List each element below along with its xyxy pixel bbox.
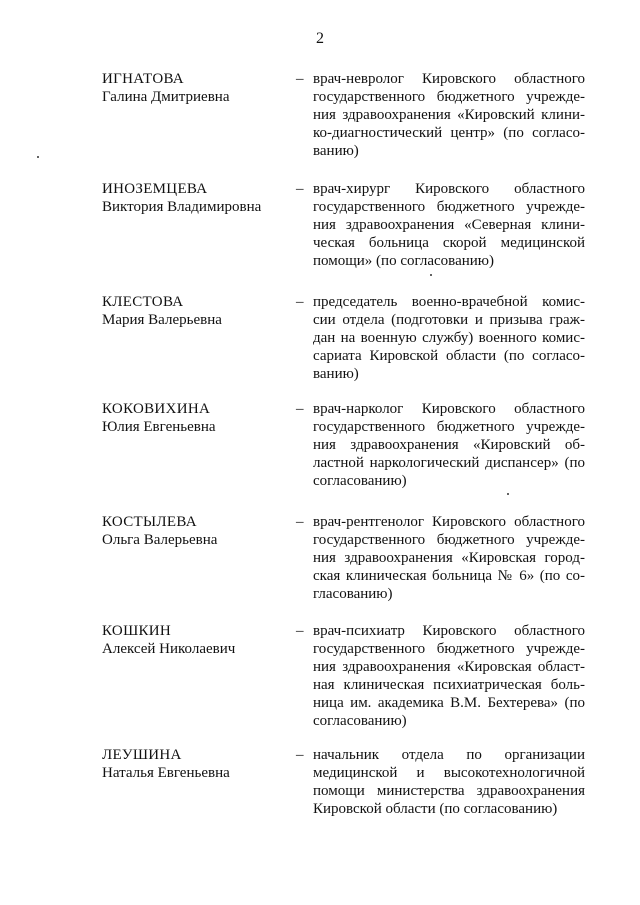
role-line: председатель военно-врачебной комис- <box>313 294 585 310</box>
separator-dash: – <box>296 623 304 639</box>
member-given-names: Галина Дмитриевна <box>102 89 230 105</box>
role-line: помощи» (по согласованию) <box>313 253 494 269</box>
member-given-names: Виктория Владимировна <box>102 199 262 215</box>
member-role <box>313 513 585 603</box>
role-line: государственного бюджетного учрежде- <box>313 419 585 435</box>
role-line: государственного бюджетного учрежде- <box>313 199 585 215</box>
role-line: сариата Кировской области (по согласо- <box>313 348 585 364</box>
role-line: ванию) <box>313 366 359 382</box>
member-name-block <box>102 180 261 216</box>
member-role <box>313 622 585 730</box>
member-role <box>313 70 585 160</box>
role-line: врач-хирург Кировского областного <box>313 181 585 197</box>
member-role <box>313 180 585 270</box>
role-line: ния здравоохранения «Кировская област- <box>313 659 585 675</box>
separator-dash: – <box>296 747 304 763</box>
separator-dash: – <box>296 401 304 417</box>
role-line: врач-нарколог Кировского областного <box>313 401 585 417</box>
role-line: согласованию) <box>313 713 407 729</box>
role-line: ческая больница скорой медицинской <box>313 235 585 251</box>
role-line: врач-психиатр Кировского областного <box>313 623 585 639</box>
role-line: ница им. академика В.М. Бехтерева» (по <box>313 695 585 711</box>
member-name-block <box>102 70 229 106</box>
page-number: 2 <box>316 30 324 47</box>
member-surname: ИГНАТОВА <box>102 71 184 87</box>
scan-speck <box>507 493 509 495</box>
member-given-names: Наталья Евгеньевна <box>102 765 230 781</box>
role-line: помощи министерства здравоохранения <box>313 783 585 799</box>
member-surname: КОШКИН <box>102 623 172 639</box>
member-role <box>313 400 585 490</box>
role-line: сии отдела (подготовки и призыва граж- <box>313 312 585 328</box>
separator-dash: – <box>296 181 304 197</box>
separator-dash: – <box>296 71 304 87</box>
role-line: дан на военную службу) военного комис- <box>313 330 585 346</box>
role-line: врач-невролог Кировского областного <box>313 71 585 87</box>
member-given-names: Ольга Валерьевна <box>102 532 218 548</box>
member-given-names: Мария Валерьевна <box>102 312 222 328</box>
role-line: медицинской и высокотехнологичной <box>313 765 585 781</box>
role-line: врач-рентгенолог Кировского областного <box>313 514 585 530</box>
role-line: ко-диагностический центр» (по согласо- <box>313 125 585 141</box>
member-surname: КОКОВИХИНА <box>102 401 211 417</box>
role-line: ния здравоохранения «Северная клини- <box>313 217 585 233</box>
role-line: начальник отдела по организации <box>313 747 585 763</box>
member-surname: КОСТЫЛЕВА <box>102 514 197 530</box>
member-name-block <box>102 293 222 329</box>
separator-dash: – <box>296 294 304 310</box>
role-line: государственного бюджетного учрежде- <box>313 641 585 657</box>
member-name-block <box>102 746 230 782</box>
member-role <box>313 293 585 383</box>
member-surname: ИНОЗЕМЦЕВА <box>102 181 208 197</box>
member-name-block <box>102 622 235 658</box>
member-given-names: Юлия Евгеньевна <box>102 419 216 435</box>
role-line: государственного бюджетного учрежде- <box>313 532 585 548</box>
role-line: ния здравоохранения «Кировский клини- <box>313 107 585 123</box>
member-role <box>313 746 585 818</box>
separator-dash: – <box>296 514 304 530</box>
member-surname: ЛЕУШИНА <box>102 747 182 763</box>
role-line: Кировской области (по согласованию) <box>313 801 558 817</box>
member-name-block <box>102 400 216 436</box>
role-line: государственного бюджетного учрежде- <box>313 89 585 105</box>
role-line: ская клиническая больница № 6» (по со- <box>313 568 585 584</box>
member-given-names: Алексей Николаевич <box>102 641 236 657</box>
scan-speck <box>430 274 432 276</box>
role-line: ния здравоохранения «Кировский об- <box>313 437 585 453</box>
role-line: ластной наркологический диспансер» (по <box>313 455 585 471</box>
scan-speck <box>37 156 39 158</box>
role-line: ния здравоохранения «Кировская город- <box>313 550 585 566</box>
role-line: ванию) <box>313 143 359 159</box>
member-surname: КЛЕСТОВА <box>102 294 184 310</box>
role-line: согласованию) <box>313 473 407 489</box>
role-line: ная клиническая психиатрическая боль- <box>313 677 585 693</box>
member-name-block <box>102 513 217 549</box>
role-line: гласованию) <box>313 586 393 602</box>
